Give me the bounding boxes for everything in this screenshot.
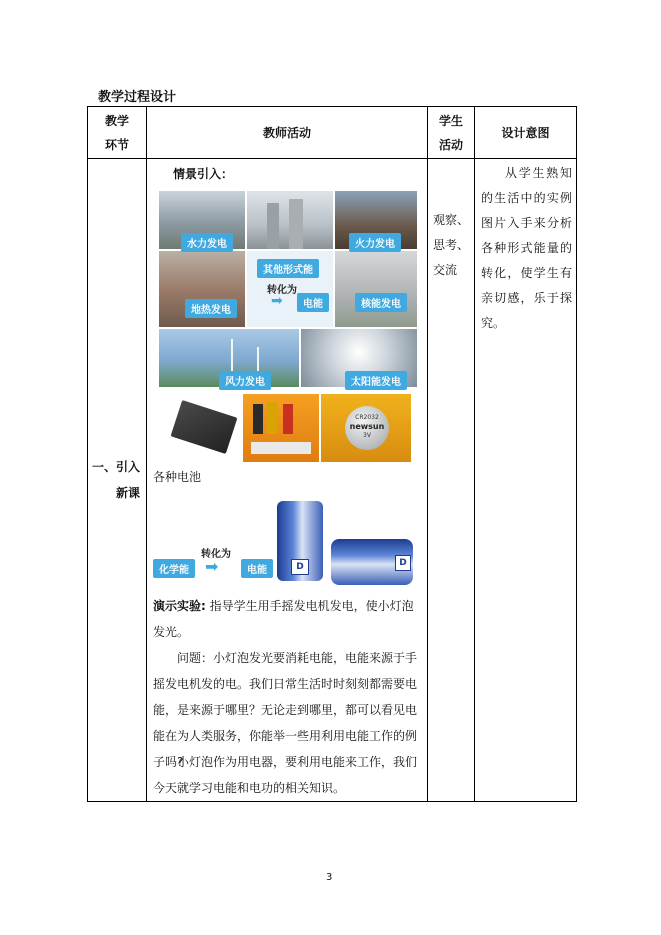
teaching-process-table <box>87 106 577 802</box>
scene-intro-label: 情景引入： <box>173 167 234 181</box>
chemical-conversion-diagram <box>151 499 421 591</box>
chem-arrow-icon: ➡ <box>205 557 219 576</box>
header-student-line2: 活动 <box>438 137 463 152</box>
table-row <box>88 159 577 802</box>
question-paragraph: 问题：小灯泡发光要消耗电能，电能来源于手摇发电机发的电。我们日常生活时时刻刻都需要电能，是来源于哪里？无论走到哪里，都可以看见电能在为人类服务，你能举一些用利用电能工作的例子吗? <box>153 651 418 769</box>
tag-convert: 转化为 <box>267 285 297 296</box>
tag-solar: 太阳能发电 <box>345 371 407 390</box>
design-intent-text: 从学生熟知的生活中的实例图片入手来分析各种形式能量的转化，使学生有亲切感，乐于探究。 <box>481 166 572 330</box>
demo-text: 指导学生用手摇发电机发电，使小灯泡发光。 <box>153 599 414 639</box>
teacher-activity-cell <box>147 159 428 802</box>
page-number: 3 <box>326 872 333 883</box>
energy-conversion-collage <box>159 191 417 387</box>
header-student-activity <box>428 107 475 159</box>
header-section-line2: 环节 <box>104 137 129 152</box>
coin-battery-code: CR2032 <box>355 414 379 421</box>
coin-battery-volt: 3V <box>363 432 371 439</box>
header-student-line1: 学生 <box>438 113 463 128</box>
batteries-caption: 各种电池 <box>153 470 202 484</box>
tag-wind: 风力发电 <box>219 371 271 390</box>
student-activity-line1: 观察、 <box>433 213 470 227</box>
d-cell-lying-image <box>331 539 413 585</box>
section-heading: 教学过程设计 <box>98 90 177 105</box>
header-section-line1: 教学 <box>104 113 129 128</box>
chem-tag-electric: 电能 <box>241 559 273 578</box>
header-section <box>88 107 147 159</box>
section-line2: 新课 <box>115 486 140 500</box>
d-cell-letter: D <box>291 559 309 575</box>
d-cell-letter-2: D <box>395 555 411 571</box>
demo-label: 演示实验: <box>153 599 206 613</box>
tag-chemical: 化学能 <box>153 559 195 578</box>
header-teacher-activity: 教师活动 <box>147 107 428 159</box>
tag-hydro: 水力发电 <box>181 233 233 252</box>
arrow-icon: ➡ <box>271 293 283 309</box>
section-line1: 一、引入 <box>91 460 140 474</box>
d-cell-upright-image <box>277 501 323 581</box>
student-activity-line2: 思考、 <box>433 238 470 252</box>
assorted-batteries-image <box>243 394 319 462</box>
demo-paragraph <box>153 593 425 645</box>
section-cell <box>88 159 147 802</box>
design-intent-cell <box>475 159 577 802</box>
coin-battery-brand: newsun <box>349 422 385 431</box>
tag-electric: 电能 <box>297 293 329 312</box>
thermal-plant-image <box>247 191 333 249</box>
tag-geothermal: 地热发电 <box>185 299 237 318</box>
header-design-intent: 设计意图 <box>475 107 577 159</box>
batteries-images <box>163 394 411 462</box>
header-row <box>88 107 577 159</box>
tag-nuclear: 核能发电 <box>355 293 407 312</box>
student-activity-line3: 交流 <box>433 263 458 277</box>
chem-tag-convert: 转化为 <box>201 549 231 560</box>
phone-battery-image <box>163 394 241 462</box>
tag-thermal: 火力发电 <box>349 233 401 252</box>
closing-paragraph: 小灯泡作为用电器，要利用电能来工作，我们今天就学习电能和电功的相关知识。 <box>153 755 418 795</box>
tag-other-energy: 其他形式能 <box>257 259 319 278</box>
student-activity-cell <box>428 159 475 802</box>
nuclear-image <box>335 251 417 327</box>
coin-battery-image <box>321 394 411 462</box>
